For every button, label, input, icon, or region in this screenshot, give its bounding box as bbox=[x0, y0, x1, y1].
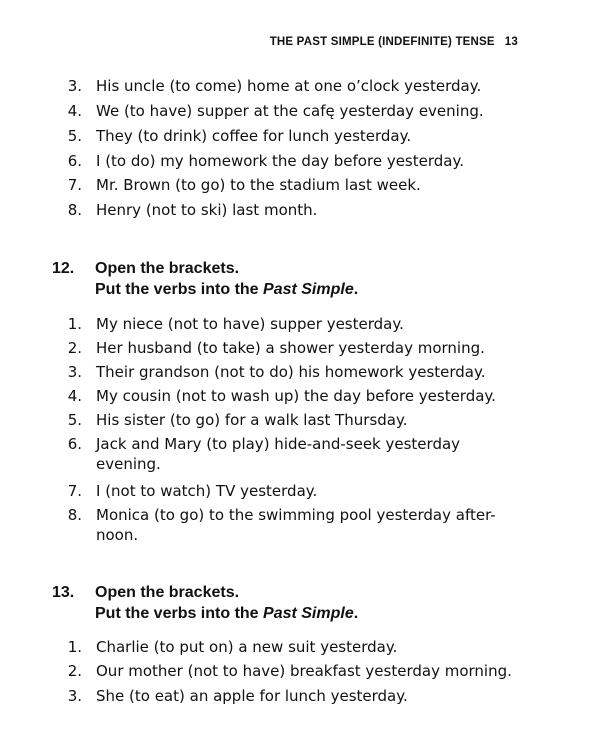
item-number: 8. bbox=[67, 201, 82, 219]
item-number: 6. bbox=[67, 435, 82, 453]
instruction-prefix: Put the verbs into the bbox=[95, 281, 264, 298]
item-text: She (to eat) an apple for lunch yesterday. bbox=[96, 687, 408, 705]
item-text: Charlie (to put on) a new suit yesterday. bbox=[96, 638, 398, 656]
item-number: 8. bbox=[67, 506, 82, 524]
running-header bbox=[270, 36, 518, 48]
instruction-suffix: . bbox=[353, 281, 359, 298]
item-number: 3. bbox=[67, 77, 82, 95]
item-text: Mr. Brown (to go) to the stadium last week. bbox=[96, 176, 421, 194]
item-number: 5. bbox=[67, 127, 82, 145]
instruction-line-2 bbox=[95, 279, 358, 300]
item-text: We (to have) supper at the cafę yesterday evening. bbox=[96, 102, 484, 120]
instruction-line-1: Open the brackets. bbox=[95, 260, 240, 277]
item-text: They (to drink) coffee for lunch yesterday. bbox=[96, 127, 412, 145]
item-number: 1. bbox=[67, 315, 82, 333]
item-text: I (not to watch) TV yesterday. bbox=[96, 482, 318, 500]
header-title: THE PAST SIMPLE (INDEFINITE) TENSE bbox=[269, 36, 495, 48]
item-text: Her husband (to take) a shower yesterday morning. bbox=[96, 339, 485, 357]
item-number: 2. bbox=[67, 339, 82, 357]
item-number: 1. bbox=[67, 638, 82, 656]
item-text: I (to do) my homework the day before yesterday. bbox=[96, 152, 464, 170]
instruction-suffix: . bbox=[353, 605, 359, 622]
item-text: Henry (not to ski) last month. bbox=[96, 201, 318, 219]
item-number: 2. bbox=[67, 662, 82, 680]
exercise-number: 13. bbox=[52, 584, 75, 601]
item-text: My cousin (not to wash up) the day before yesterday. bbox=[96, 387, 496, 405]
item-number: 7. bbox=[67, 176, 82, 194]
page-number: 13 bbox=[504, 36, 518, 48]
item-text: His sister (to go) for a walk last Thursday. bbox=[96, 411, 408, 429]
item-text: Their grandson (not to do) his homework yesterday. bbox=[96, 363, 486, 381]
item-text: Our mother (not to have) breakfast yesterday morning. bbox=[96, 662, 512, 680]
instruction-emphasis: Past Simple bbox=[263, 605, 354, 622]
item-number: 3. bbox=[67, 363, 82, 381]
item-number: 3. bbox=[67, 687, 82, 705]
item-text: My niece (not to have) supper yesterday. bbox=[96, 315, 404, 333]
item-number: 4. bbox=[67, 102, 82, 120]
item-number: 6. bbox=[67, 152, 82, 170]
instruction-prefix: Put the verbs into the bbox=[95, 605, 264, 622]
item-number: 4. bbox=[67, 387, 82, 405]
item-text: His uncle (to come) home at one o’clock yesterday. bbox=[96, 77, 482, 95]
exercise-number: 12. bbox=[52, 260, 75, 277]
item-text: Monica (to go) to the swimming pool yesterday after-noon. bbox=[96, 506, 496, 544]
instruction-line-2 bbox=[95, 603, 358, 624]
item-text: Jack and Mary (to play) hide-and-seek yesterday evening. bbox=[96, 435, 461, 473]
instruction-emphasis: Past Simple bbox=[263, 281, 354, 298]
item-number: 7. bbox=[67, 482, 82, 500]
instruction-line-1: Open the brackets. bbox=[95, 584, 240, 601]
item-number: 5. bbox=[67, 411, 82, 429]
